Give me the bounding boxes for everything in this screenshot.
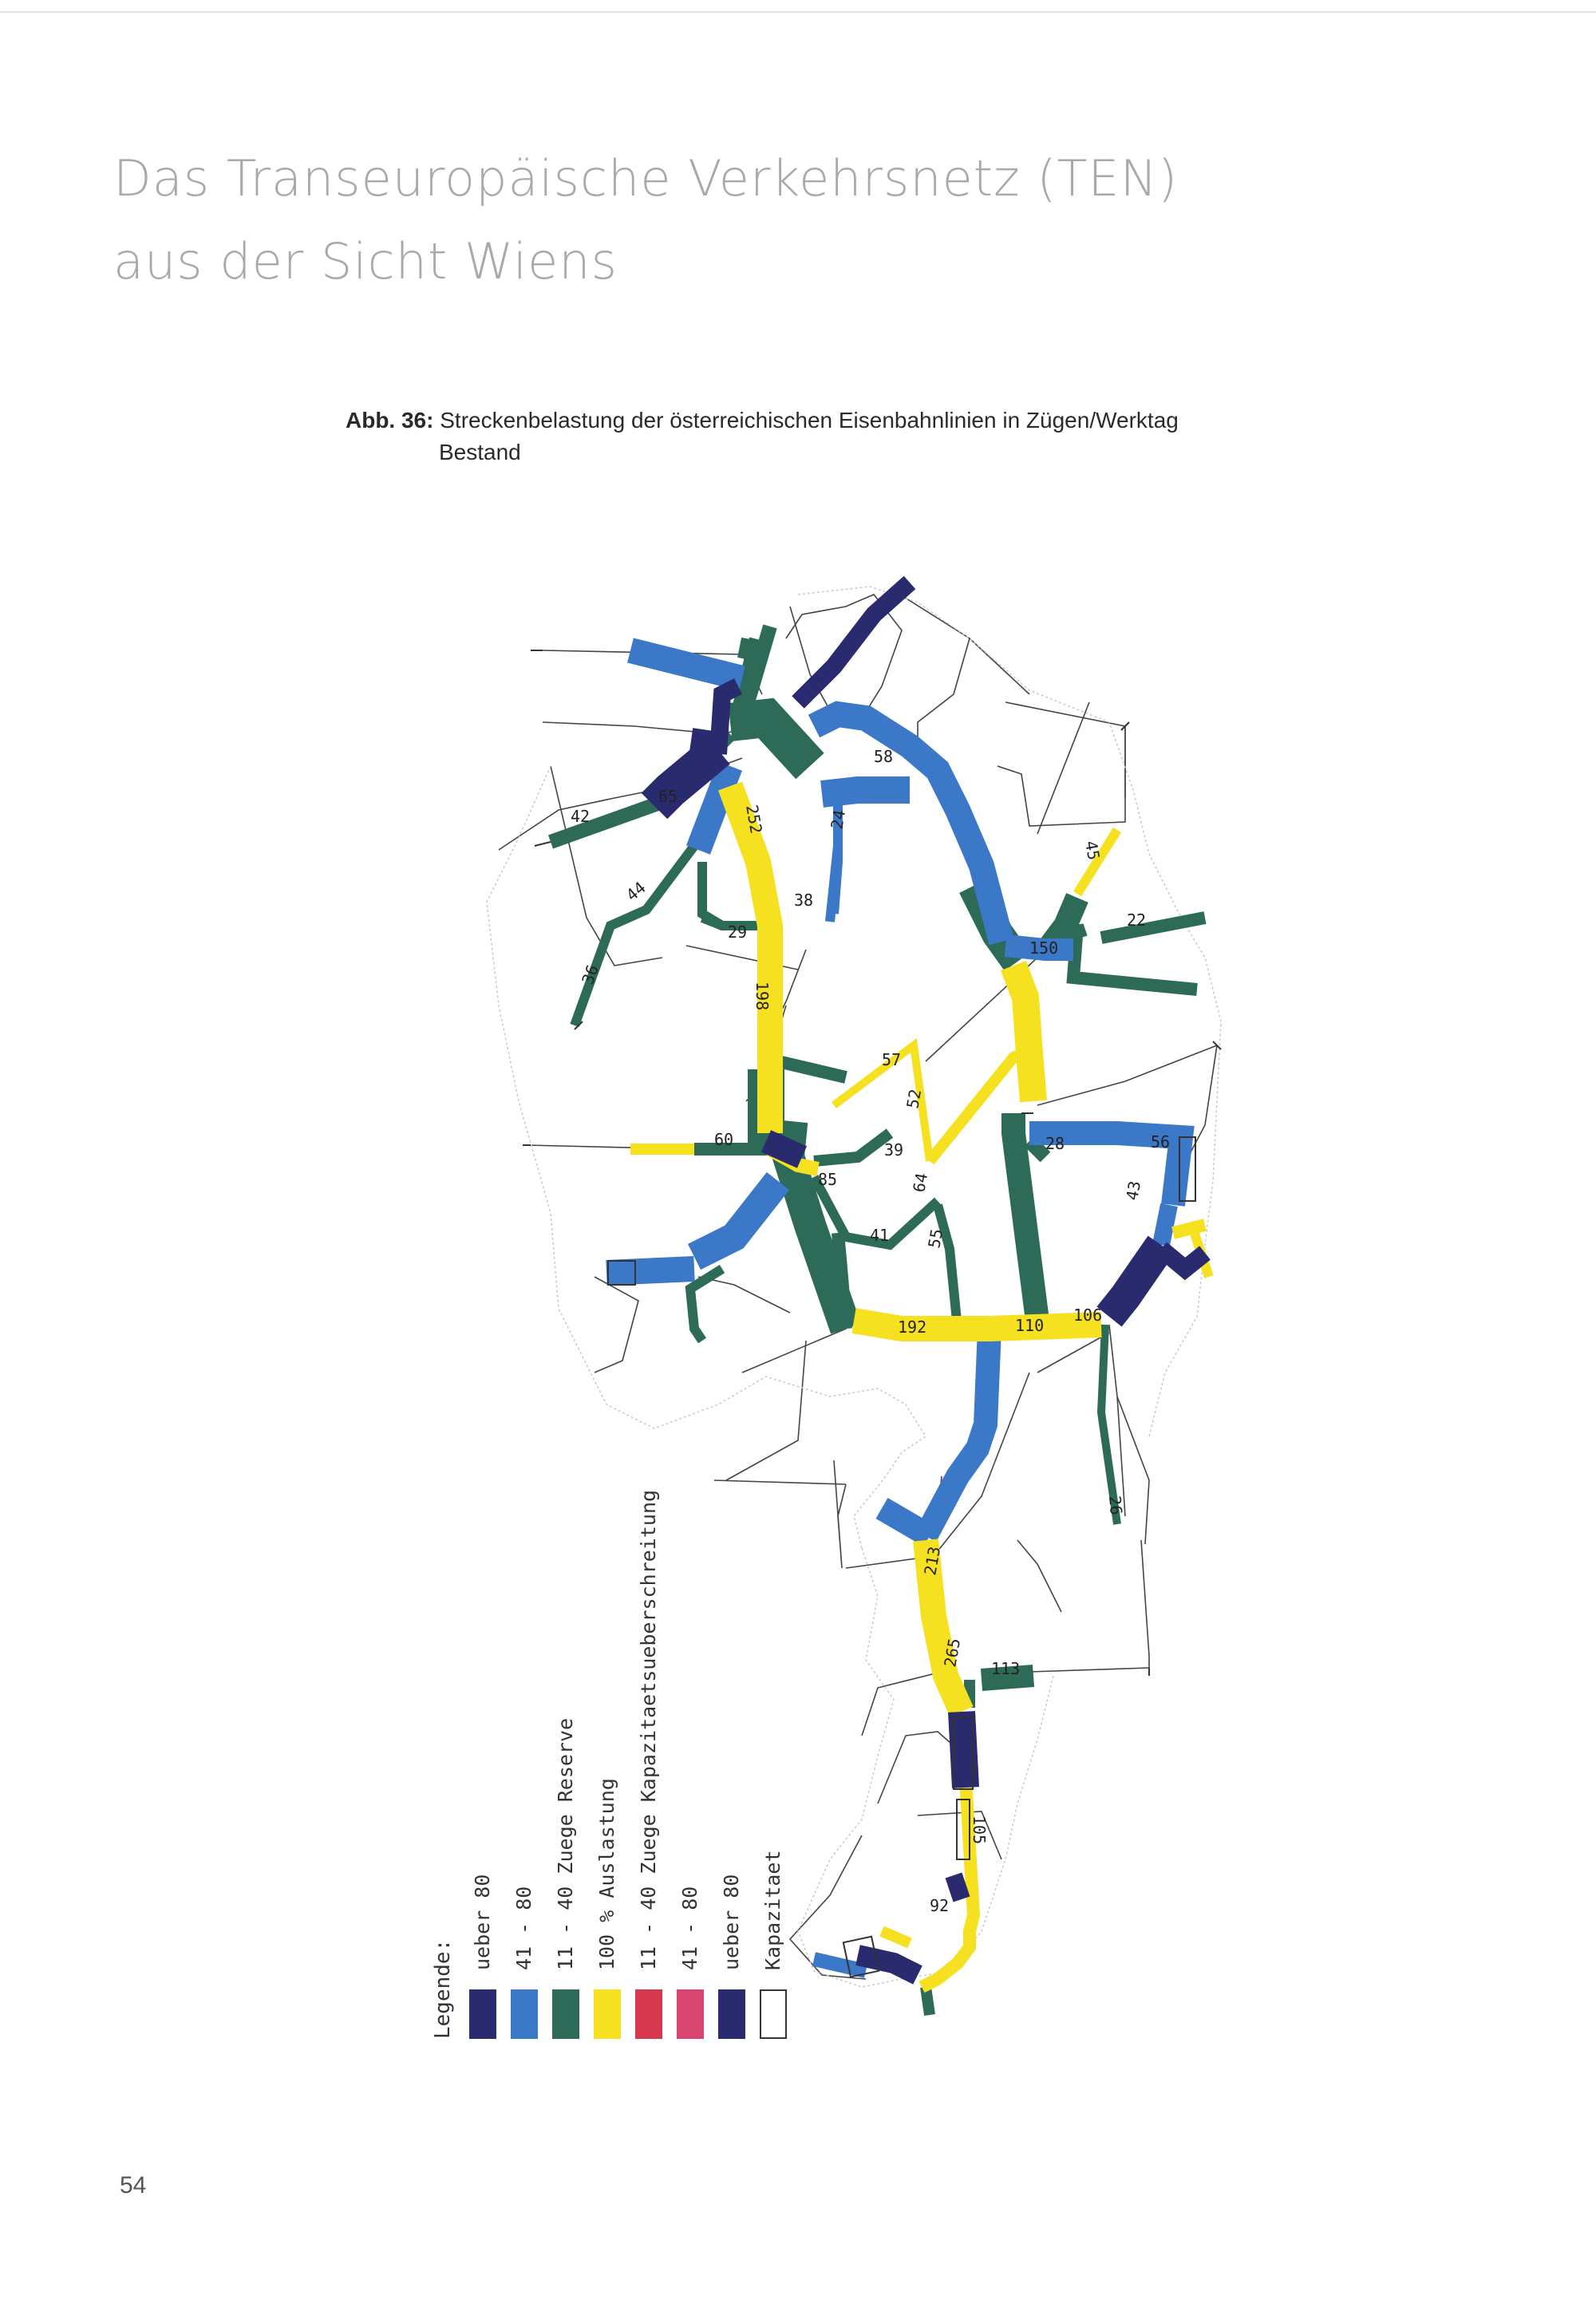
legend-label: 11 - 40 Zuege Kapazitaetsueberschreitung: [637, 1489, 660, 1970]
map-label: 38: [794, 891, 814, 910]
map-label: 265: [940, 1637, 965, 1669]
page-number: 54: [120, 2172, 147, 2199]
legend-label: 11 - 40 Zuege Reserve: [554, 1717, 577, 1970]
map-label: 44: [622, 877, 650, 905]
map-label: 60: [714, 1130, 734, 1149]
map-label: 29: [728, 922, 748, 942]
legend-swatch: [718, 1989, 745, 2039]
map-label: 41: [870, 1226, 890, 1245]
map-label: 110: [1015, 1316, 1045, 1335]
legend-swatch: [511, 1989, 538, 2039]
legend-swatch: [760, 1989, 787, 2039]
map-label: 198: [753, 982, 772, 1011]
map-label: 22: [1127, 911, 1147, 930]
map-label: 150: [1029, 938, 1059, 958]
caption-text: Streckenbelastung der österreichischen Eisenbahnlinien in Zügen/Werktag: [440, 408, 1179, 433]
legend-swatch: [594, 1989, 621, 2039]
caption-subtitle: Bestand: [439, 440, 521, 464]
map-label: 192: [898, 1318, 927, 1337]
legend-label: 41 - 80: [678, 1886, 701, 1970]
title-line-2: aus der Sicht Wiens: [113, 232, 618, 290]
legend-swatch: [635, 1989, 662, 2039]
map-label: 105: [970, 1815, 989, 1845]
map-label: 28: [1045, 1134, 1065, 1153]
legend-swatch: [677, 1989, 704, 2039]
map-label: 213: [920, 1545, 945, 1577]
map-label: 64: [909, 1171, 932, 1194]
title-line-1: Das Transeuropäische Verkehrsnetz (TEN): [113, 149, 1179, 207]
map-label: 56: [1151, 1132, 1171, 1152]
legend-label: 100 % Auslastung: [595, 1778, 618, 1970]
map-label: 45: [1081, 839, 1104, 862]
legend-label: ueber 80: [720, 1874, 743, 1970]
map-label: 113: [991, 1659, 1021, 1678]
legend-title: Legende:: [431, 1938, 455, 2039]
map-label: 92: [930, 1896, 950, 1915]
map-label: 36: [578, 962, 602, 987]
map-legend: [431, 1489, 798, 2039]
map-label: 52: [903, 1087, 926, 1110]
legend-label: Kapazitaet: [761, 1850, 784, 1970]
map-label: 26: [1105, 1495, 1127, 1516]
legend-swatch: [552, 1989, 579, 2039]
map-label: 106: [1073, 1306, 1103, 1325]
map-label: 55: [924, 1227, 947, 1250]
legend-label: 41 - 80: [512, 1886, 535, 1970]
map-label: 65: [658, 787, 678, 806]
map-label: 252: [742, 803, 766, 836]
map-label: 39: [884, 1140, 904, 1160]
legend-swatch: [469, 1989, 496, 2039]
map-label: 57: [882, 1050, 902, 1069]
map-label: 43: [1122, 1179, 1145, 1202]
map-label: 24: [827, 808, 850, 831]
legend-label: ueber 80: [471, 1874, 494, 1970]
map-label: 42: [571, 807, 591, 826]
map-label: 58: [874, 747, 894, 766]
map-label: 85: [818, 1170, 838, 1189]
caption-label: Abb. 36:: [346, 408, 434, 433]
